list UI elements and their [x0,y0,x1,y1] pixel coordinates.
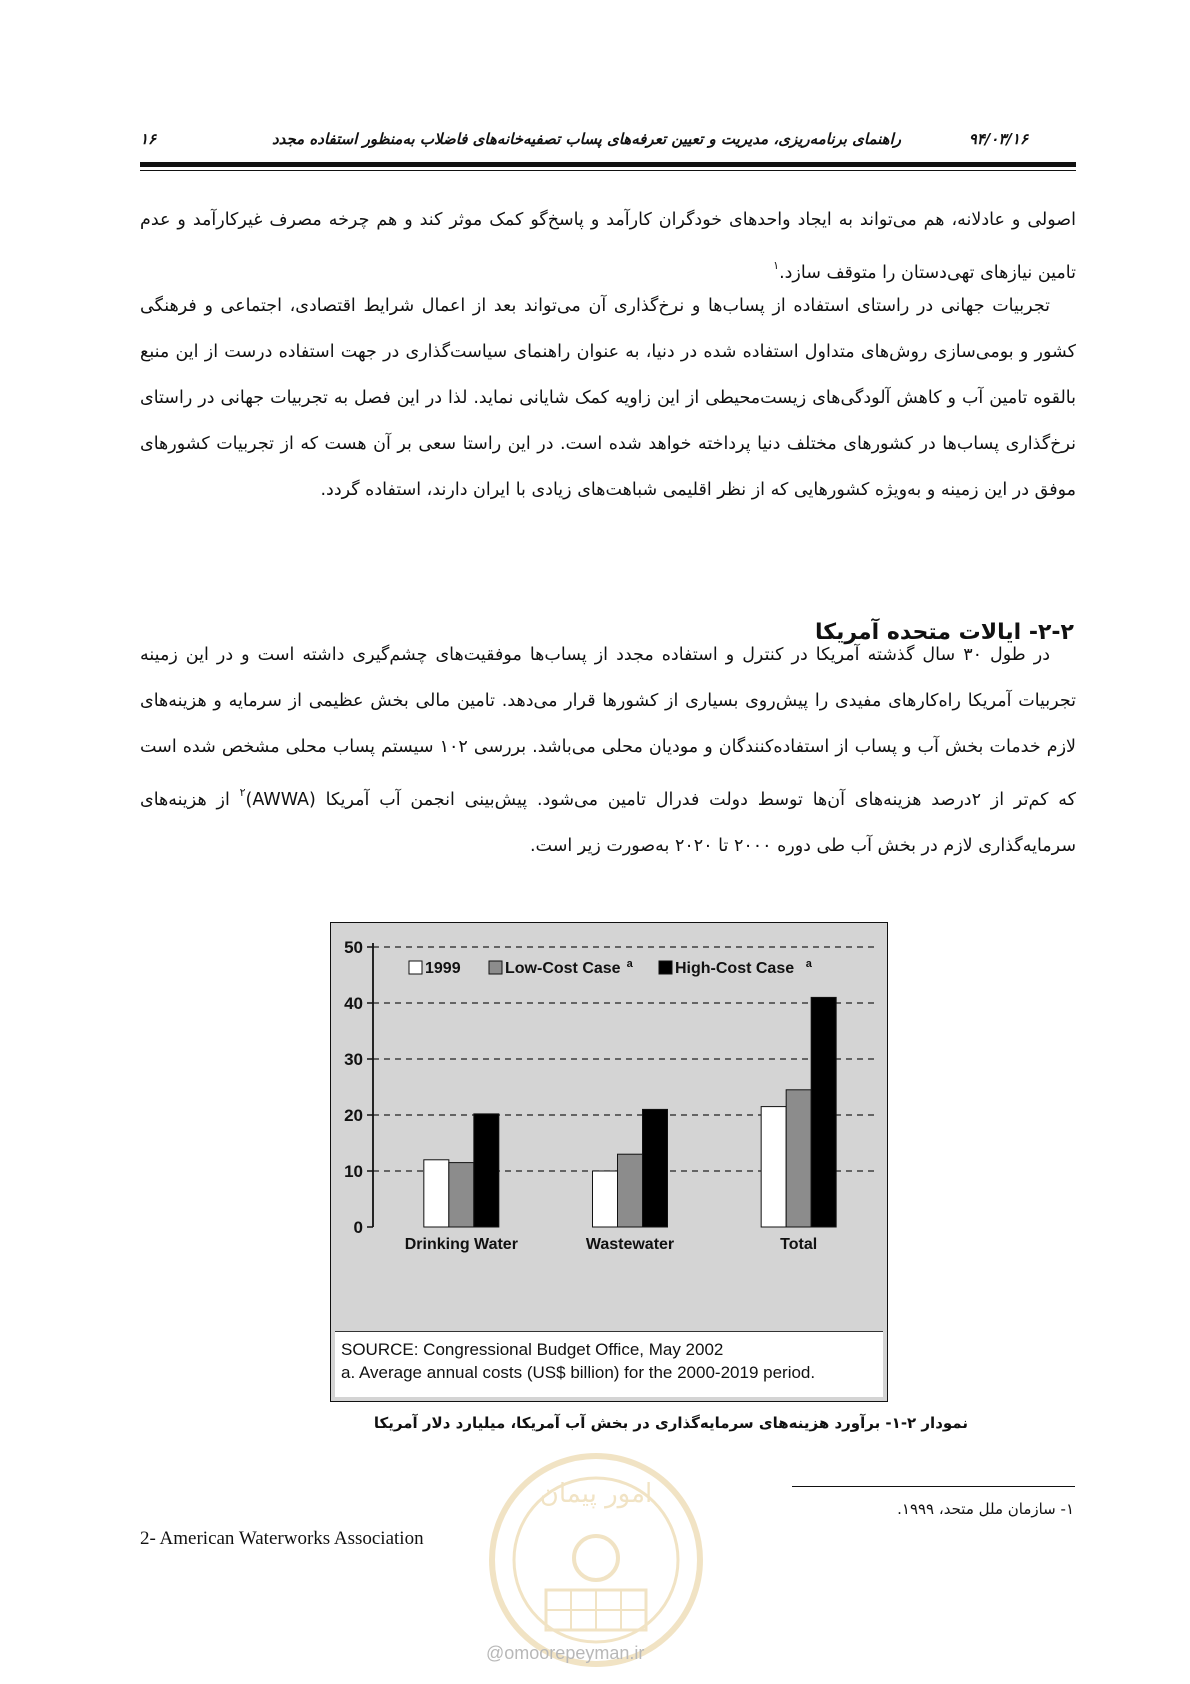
bar-0-0 [424,1160,449,1227]
legend-label-1: Low-Cost Case [505,960,621,977]
legend-swatch-1 [489,961,502,974]
page-header [140,126,1076,160]
section-heading: ۲-۲- ایالات متحده آمریکا [815,620,1074,645]
watermark-logo-text: امور پیمان [539,1479,653,1509]
paragraph-1-text: اصولی و عادلانه، هم می‌تواند به ایجاد واحدهای خودگران کارآمد و پاسخ‌گو کمک موثر کند و هم چرخه مصرف غیرکارآمد و عدم تامین نیازهای تهی‌دستان را متوقف سازد. [140,210,1076,283]
legend-superscript-1: a [626,958,633,970]
awwa-abbr: (AWWA) [245,790,316,810]
paragraph-3 [140,632,1076,869]
paragraph-3-text: در طول ۳۰ سال گذشته آمریکا در کنترل و استفاده مجدد از پساب‌ها موفقیت‌های چشم‌گیری داشته است و در این زمینه تجربیات آمریکا راه‌کارهای مفیدی را پیش‌روی بسیاری از کشورها قرار می‌دهد. تامین مالی بخش عظیمی از سرمایه و هزینه‌های لازم خدمات بخش آب و پساب از استفاده‌کنندگان و مودیان محلی می‌باشد. بررسی ۱۰۲ سیستم پساب محلی مشخص شده است که کم‌تر از ۲درصد هزینه‌های آن‌ها توسط دولت فدرال تامین می‌شود. پیش‌بینی انجمن آب آمریکا [140,645,1076,810]
chart-note: a. Average annual costs (US$ billion) for the 2000-2019 period. [341,1363,816,1382]
bar-chart-figure [330,922,888,1402]
legend-superscript-2: a [805,958,812,970]
bar-1-1 [618,1154,643,1227]
page-number: ۱۶ [140,130,157,148]
y-tick-label-5: 50 [344,938,363,957]
bar-2-0 [761,1107,786,1227]
bar-chart [331,923,887,1331]
legend-swatch-0 [409,961,422,974]
header-date: ۹۴/۰۳/۱۶ [968,130,1028,148]
x-tick-label-1: Wastewater [585,1236,675,1253]
bar-1-2 [643,1109,668,1227]
watermark-site [486,1643,644,1664]
figure-caption: نمودار ۲-۱- برآورد هزینه‌های سرمایه‌گذاری در بخش آب آمریکا، میلیارد دلار آمریکا [373,1414,968,1432]
x-tick-label-2: Total [780,1236,818,1253]
footnote-ref-2: ۲ [239,786,246,799]
watermark-at-icon: @ [486,1643,505,1663]
y-tick-label-3: 30 [344,1050,363,1069]
bar-0-1 [449,1163,474,1227]
header-rule-thick [140,162,1076,167]
y-tick-label-2: 20 [344,1106,363,1125]
bar-1-0 [593,1171,618,1227]
footnote-rule [792,1486,1075,1487]
bar-2-2 [811,997,836,1227]
bar-0-2 [474,1114,499,1227]
footnote-ref-1: ۱ [773,259,780,272]
legend-label-0: 1999 [425,960,461,977]
paragraph-2-text: تجربیات جهانی در راستای استفاده از پساب‌ها و نرخ‌گذاری آن می‌تواند بعد از اعمال شرایط اقتصادی، اجتماعی و فرهنگی کشور و بومی‌سازی روش‌های متداول استفاده شده در دنیا، به عنوان راهنمای سیاست‌گذاری در جهت استفاده درست از این منبع بالقوه تامین آب و کاهش آلودگی‌های زیست‌محیطی از این زاویه کمک شایانی نماید. لذا در این فصل به تجربیات جهانی در راستای نرخ‌گذاری پساب‌ها در کشورهای مختلف دنیا پرداخته خواهد شده است. در این راستا سعی بر آن هست که از تجربیات کشورهای موفق در این زمینه و به‌ویژه کشورهایی که از نظر اقلیمی شباهت‌های زیادی با ایران دارند، استفاده گردد. [140,296,1076,500]
header-rule-thin [140,170,1076,171]
header-title: راهنمای برنامه‌ریزی، مدیریت و تعیین تعرفه‌های پساب تصفیه‌خانه‌های فاضلاب به‌منظور استفاده مجدد [271,130,901,148]
y-tick-label-1: 10 [344,1162,363,1181]
watermark-site-text: omoorepeyman.ir [504,1643,645,1663]
chart-source-box [335,1331,883,1397]
paragraph-1 [140,197,1076,296]
y-tick-label-0: 0 [353,1218,363,1237]
chart-source: SOURCE: Congressional Budget Office, May 2002 [341,1340,724,1359]
footnote-2: 2- American Waterworks Association [140,1528,424,1549]
bar-2-1 [786,1090,811,1227]
paragraph-2 [140,283,1076,513]
paragraph-3-tail: از هزینه‌های سرمایه‌گذاری لازم در بخش آب طی دوره ۲۰۰۰ تا ۲۰۲۰ به‌صورت زیر است. [140,790,1076,856]
footnote-1: ۱- سازمان ملل متحد، ۱۹۹۹. [897,1500,1074,1518]
y-tick-label-4: 40 [344,994,363,1013]
legend-swatch-2 [659,961,672,974]
x-tick-label-0: Drinking Water [404,1236,518,1253]
legend-label-2: High-Cost Case [675,960,795,977]
